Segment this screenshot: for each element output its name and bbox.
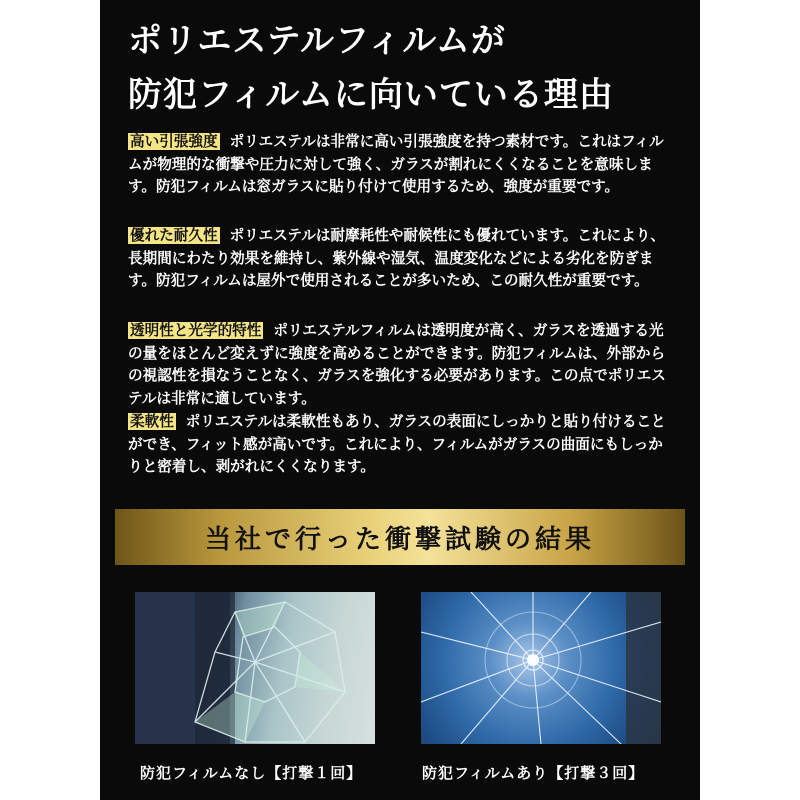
section-tag: 柔軟性 <box>130 413 174 430</box>
banner-title: 当社で行った衝撃試験の結果 <box>204 524 595 555</box>
photo-with-film <box>421 592 661 744</box>
caption-with-film: 防犯フィルムあり【打撃３回】 <box>422 764 645 782</box>
shattered-glass-illustration <box>135 592 375 744</box>
impact-test-banner <box>115 509 685 565</box>
page-title <box>128 14 688 122</box>
section-tag: 高い引張強度 <box>130 133 218 150</box>
section-text: ポリエステルは耐摩耗性や耐候性にも優れています。これにより、長期間にわたり効果を維持し、紫外線や湿気、温度変化などによる劣化を防ぎます。防犯フィルムは屋外で使用されることが多いため、この耐久性が重要です。 <box>128 227 665 289</box>
section-tag: 透明性と光学的特性 <box>130 322 262 339</box>
caption-without-film: 防犯フィルムなし【打撃１回】 <box>140 764 363 782</box>
content-panel <box>100 0 700 800</box>
cracked-glass-illustration <box>421 592 661 744</box>
title-line-1: ポリエステルフィルムが <box>128 21 506 61</box>
section-text: ポリエステルは柔軟性もあり、ガラスの表面にしっかりと貼り付けることができ、フィット感が高いです。これにより、フィルムがガラスの曲面にもしっかりと密着し、剥がれにくくなります。 <box>128 413 666 475</box>
section-text: ポリエステルは非常に高い引張強度を持つ素材です。これはフィルムが物理的な衝撃や圧力に対して強く、ガラスが割れにくくなることを意味します。防犯フィルムは窓ガラスに貼り付けて使用するため、強度が重要です。 <box>128 133 664 195</box>
section-tag: 優れた耐久性 <box>130 227 218 244</box>
section-text: ポリエステルフィルムは透明度が高く、ガラスを透過する光の量をほとんど変えずに強度を高めることができます。防犯フィルムは、外部からの視認性を損なうことなく、ガラスを強化する必要があります。この点でポリエステルは非常に適しています。 <box>128 322 666 407</box>
title-line-2: 防犯フィルムに向いている理由 <box>128 75 614 115</box>
section-flexibility <box>128 411 676 479</box>
section-tensile-strength <box>128 131 676 199</box>
photo-without-film <box>135 592 375 744</box>
section-durability <box>128 225 676 293</box>
section-transparency <box>128 320 676 410</box>
